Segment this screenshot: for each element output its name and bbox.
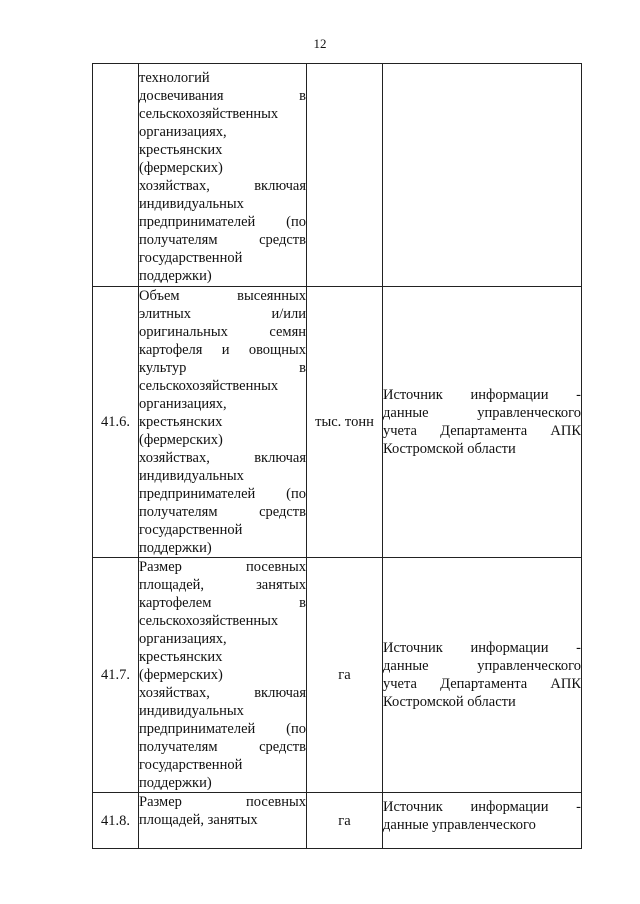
- indicator-name-line: организациях,: [139, 124, 227, 140]
- source-line: Источник информации -: [383, 640, 581, 656]
- source-cell: [383, 64, 582, 287]
- indicator-name-line: организациях,: [139, 396, 227, 412]
- indicator-name-line: площадей, занятых: [139, 812, 258, 828]
- indicator-name-line: предпринимателей (по: [139, 214, 306, 230]
- indicator-name-line: (фермерских): [139, 667, 223, 683]
- indicator-name-line: хозяйствах, включая: [139, 450, 306, 466]
- indicator-name-line: хозяйствах, включая: [139, 685, 306, 701]
- indicator-name-cell: [139, 558, 307, 793]
- indicator-name-line: сельскохозяйственных: [139, 378, 279, 394]
- indicator-name-cell: [139, 793, 307, 849]
- indicator-name-line: элитных и/или: [139, 306, 306, 322]
- unit-cell: га: [307, 793, 383, 849]
- indicator-name-line: государственной: [139, 757, 243, 773]
- row-number-cell: 41.8.: [93, 793, 139, 849]
- indicator-name-line: (фермерских): [139, 160, 223, 176]
- indicator-name-line: получателям средств: [139, 232, 306, 248]
- source-line: учета Департамента АПК: [383, 676, 581, 692]
- unit-cell: тыс. тонн: [307, 287, 383, 558]
- indicator-name-line: картофеля и овощных: [139, 342, 306, 358]
- indicator-name-line: получателям средств: [139, 739, 306, 755]
- indicator-name-line: досвечивания в: [139, 88, 306, 104]
- indicator-name-line: государственной: [139, 250, 243, 266]
- indicator-name-line: поддержки): [139, 268, 212, 284]
- source-cell: [383, 558, 582, 793]
- indicator-name-line: индивидуальных: [139, 468, 244, 484]
- indicator-name-line: государственной: [139, 522, 243, 538]
- table-row: [93, 558, 582, 793]
- table-row: [93, 287, 582, 558]
- source-line: Источник информации -: [383, 799, 581, 815]
- source-line: учета Департамента АПК: [383, 423, 581, 439]
- indicator-name-cell: [139, 64, 307, 287]
- indicator-name-line: индивидуальных: [139, 703, 244, 719]
- indicator-name-line: Размер посевных: [139, 559, 306, 575]
- indicator-name-line: культур в: [139, 360, 306, 376]
- page-number: 12: [313, 36, 327, 51]
- indicator-name-line: оригинальных семян: [139, 324, 306, 340]
- indicator-table: [92, 63, 582, 849]
- source-cell: [383, 287, 582, 558]
- indicator-name-line: предпринимателей (по: [139, 721, 306, 737]
- indicator-name-cell: [139, 287, 307, 558]
- table-row: [93, 64, 582, 287]
- indicator-name-line: Объем высеянных: [139, 288, 306, 304]
- indicator-name-line: (фермерских): [139, 432, 223, 448]
- indicator-name-line: крестьянских: [139, 414, 223, 430]
- indicator-name-line: технологий: [139, 70, 210, 86]
- unit-cell: га: [307, 558, 383, 793]
- indicator-name-line: сельскохозяйственных: [139, 613, 279, 629]
- row-number-cell: 41.6.: [93, 287, 139, 558]
- source-line: Костромской области: [383, 441, 516, 457]
- indicator-name-line: крестьянских: [139, 142, 223, 158]
- source-line: Костромской области: [383, 694, 516, 710]
- indicator-name-line: картофелем в: [139, 595, 306, 611]
- indicator-name-line: сельскохозяйственных: [139, 106, 279, 122]
- indicator-name-line: Размер посевных: [139, 794, 306, 810]
- source-line: данные управленческого: [383, 658, 581, 674]
- indicator-name-line: организациях,: [139, 631, 227, 647]
- row-number-cell: 41.7.: [93, 558, 139, 793]
- source-cell: [383, 793, 582, 849]
- source-line: данные управленческого: [383, 817, 536, 833]
- indicator-name-line: крестьянских: [139, 649, 223, 665]
- indicator-name-line: предпринимателей (по: [139, 486, 306, 502]
- table-row: [93, 793, 582, 849]
- row-number-cell: [93, 64, 139, 287]
- source-line: данные управленческого: [383, 405, 581, 421]
- indicator-name-line: хозяйствах, включая: [139, 178, 306, 194]
- unit-cell: [307, 64, 383, 287]
- indicator-name-line: площадей, занятых: [139, 577, 306, 593]
- indicator-name-line: поддержки): [139, 775, 212, 791]
- indicator-name-line: индивидуальных: [139, 196, 244, 212]
- indicator-name-line: получателям средств: [139, 504, 306, 520]
- source-line: Источник информации -: [383, 387, 581, 403]
- indicator-name-line: поддержки): [139, 540, 212, 556]
